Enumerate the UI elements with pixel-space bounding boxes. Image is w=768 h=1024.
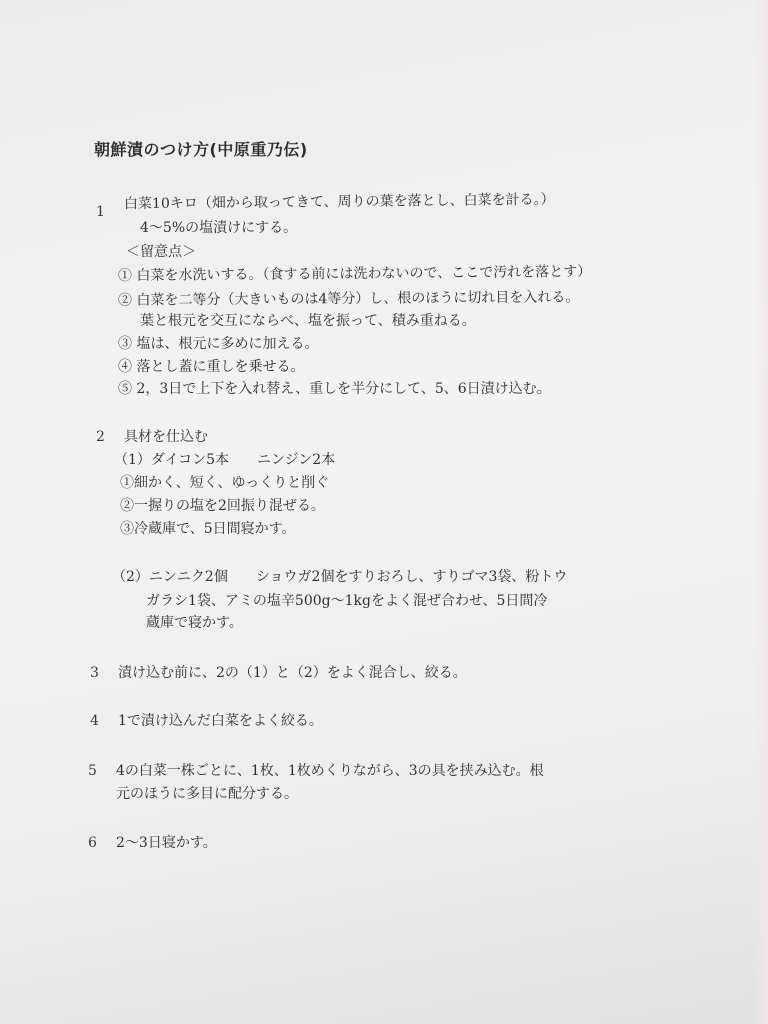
section-1-line-8: ④ 落とし蓋に重しを乗せる。 [118,359,305,375]
section-2-line-5: ③冷蔵庫で、5日間寝かす。 [120,521,296,537]
section-4-line-1: 1で漬け込んだ白菜をよく絞る。 [118,713,323,729]
section-1-line-1: 白菜10キロ（畑から取ってきて、周りの葉を落とし、白菜を計る。） [123,191,555,213]
section-2-line-4: ②一握りの塩を2回振り混ぜる。 [120,498,325,514]
page-edge-shadow [754,0,768,1024]
section-6-line-1: 2～3日寝かす。 [116,835,217,851]
page-title: 朝鮮漬のつけ方(中原重乃伝) [94,140,308,159]
section-2-line-6: （2）ニンニク2個 ショウガ2個をすりおろし、すりゴマ3袋、粉トウ [112,569,568,585]
section-number-3: 3 [90,665,99,681]
section-number-5: 5 [88,763,97,779]
section-1-line-7: ③ 塩は、根元に多めに加える。 [118,336,319,352]
section-5-line-1: 4の白菜一株ごとに、1枚、1枚めくりながら、3の具を挟み込む。根 [116,763,544,779]
section-1-line-9: ⑤ 2，3日で上下を入れ替え、重しを半分にして、5、6日漬け込む。 [118,381,551,397]
section-5-line-2: 元のほうに多目に配分する。 [116,786,298,802]
section-2-line-8: 蔵庫で寝かす。 [146,615,243,631]
section-1-line-3: ＜留意点＞ [126,244,196,260]
section-1-line-5: ② 白菜を二等分（大きいものは4等分）し、根のほうに切れ目を入れる。 [117,289,580,309]
section-number-4: 4 [90,713,99,729]
section-2-line-3: ①細かく、短く、ゆっくりと削ぐ [120,475,330,491]
section-3-line-1: 漬け込む前に、2の（1）と（2）をよく混合し、絞る。 [118,665,467,681]
section-number-1: 1 [96,204,105,220]
section-1-line-6: 葉と根元を交互にならべ、塩を振って、積み重ねる。 [140,313,476,329]
section-2-line-2: （1）ダイコン5本 ニンジン2本 [114,452,336,468]
section-number-2: 2 [96,429,105,445]
section-2-line-1: 具材を仕込む [124,429,208,445]
section-2-line-7: ガラシ1袋、アミの塩辛500g～1kgをよく混ぜ合わせ、5日間冷 [146,593,548,609]
section-1-line-2: 4～5%の塩漬けにする。 [140,220,298,236]
section-1-line-4: ① 白菜を水洗いする。（食する前には洗わないので、ここで汚れを落とす） [117,263,592,285]
section-number-6: 6 [88,835,97,851]
